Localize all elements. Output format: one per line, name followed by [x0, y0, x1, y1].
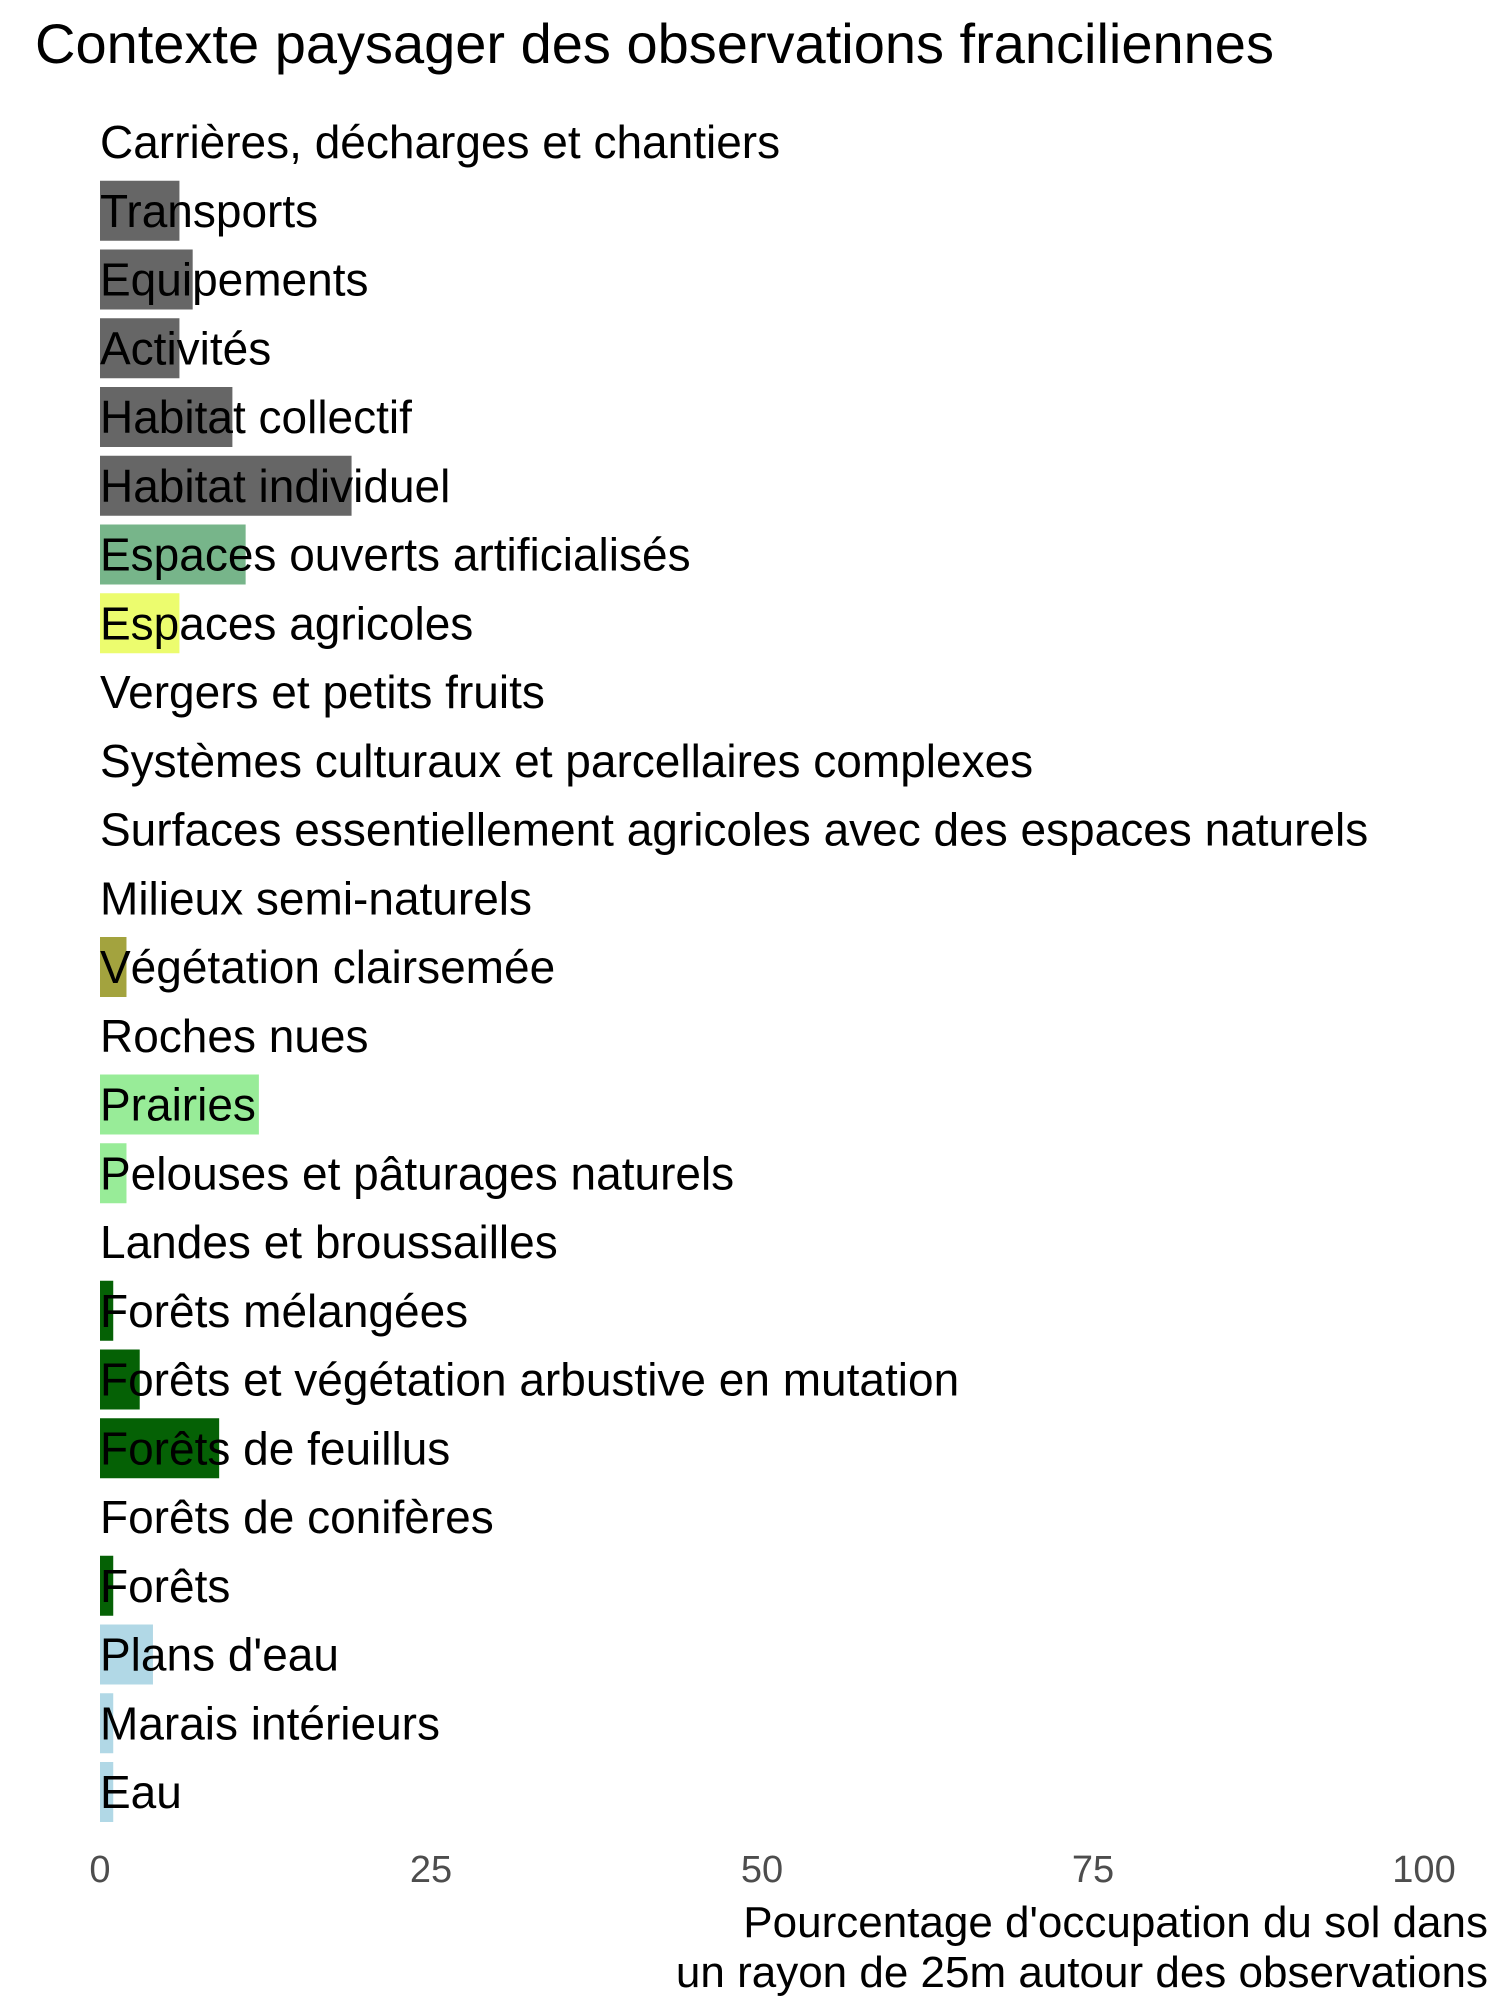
chart-title: Contexte paysager des observations franciliennes — [35, 12, 1274, 75]
category-label-eau: Eau — [100, 1766, 182, 1818]
category-label-equipements: Equipements — [100, 253, 369, 306]
category-label-habitat-collectif: Habitat collectif — [100, 391, 412, 443]
x-tick-label-75: 75 — [1071, 1849, 1115, 1891]
x-tick-label-100: 100 — [1392, 1849, 1456, 1891]
category-label-milieux-semi-naturels: Milieux semi-naturels — [100, 872, 533, 925]
category-label-marais-interieurs: Marais intérieurs — [100, 1697, 440, 1750]
category-label-forets-de-coniferes: Forêts de conifères — [100, 1491, 494, 1543]
category-label-vegetation-clairsemee: Végétation clairsemée — [100, 941, 556, 993]
category-label-roches-nues: Roches nues — [100, 1009, 369, 1062]
x-axis-ticks-group — [89, 1849, 1455, 1891]
category-label-landes-et-broussailles: Landes et broussailles — [100, 1216, 558, 1268]
category-label-forets-de-feuillus: Forêts de feuillus — [100, 1422, 451, 1475]
x-tick-label-50: 50 — [740, 1849, 784, 1891]
category-label-activites: Activités — [100, 322, 272, 375]
x-tick-label-25: 25 — [409, 1849, 453, 1891]
category-label-espaces-ouverts-artificialises: Espaces ouverts artificialisés — [100, 528, 691, 581]
x-axis-title-line-2: un rayon de 25m autour des observations — [675, 1948, 1488, 1997]
category-label-systemes-culturaux-et-parcellaires-complexes: Systèmes culturaux et parcellaires complexes — [100, 734, 1034, 787]
category-label-plans-d-eau: Plans d'eau — [100, 1628, 339, 1681]
category-label-habitat-individuel: Habitat individuel — [100, 459, 451, 512]
category-label-forets: Forêts — [100, 1559, 231, 1612]
x-tick-label-0: 0 — [89, 1849, 111, 1891]
category-label-forets-melangees: Forêts mélangées — [100, 1284, 469, 1337]
category-label-espaces-agricoles: Espaces agricoles — [100, 597, 474, 650]
category-label-surfaces-essentiellement-agricoles-avec-des-espaces-naturels: Surfaces essentiellement agricoles avec des espaces naturels — [100, 803, 1369, 856]
x-axis-title-line-1: Pourcentage d'occupation du sol dans — [743, 1898, 1488, 1947]
category-label-carrieres-decharges-et-chantiers: Carrières, décharges et chantiers — [100, 116, 781, 168]
category-labels-group — [100, 116, 1368, 1818]
category-label-pelouses-et-paturages-naturels: Pelouses et pâturages naturels — [100, 1147, 735, 1200]
category-label-vergers-et-petits-fruits: Vergers et petits fruits — [100, 666, 545, 718]
category-label-forets-et-vegetation-arbustive-en-mutation: Forêts et végétation arbustive en mutation — [100, 1353, 960, 1406]
category-label-prairies: Prairies — [100, 1078, 256, 1131]
category-label-transports: Transports — [100, 184, 319, 237]
